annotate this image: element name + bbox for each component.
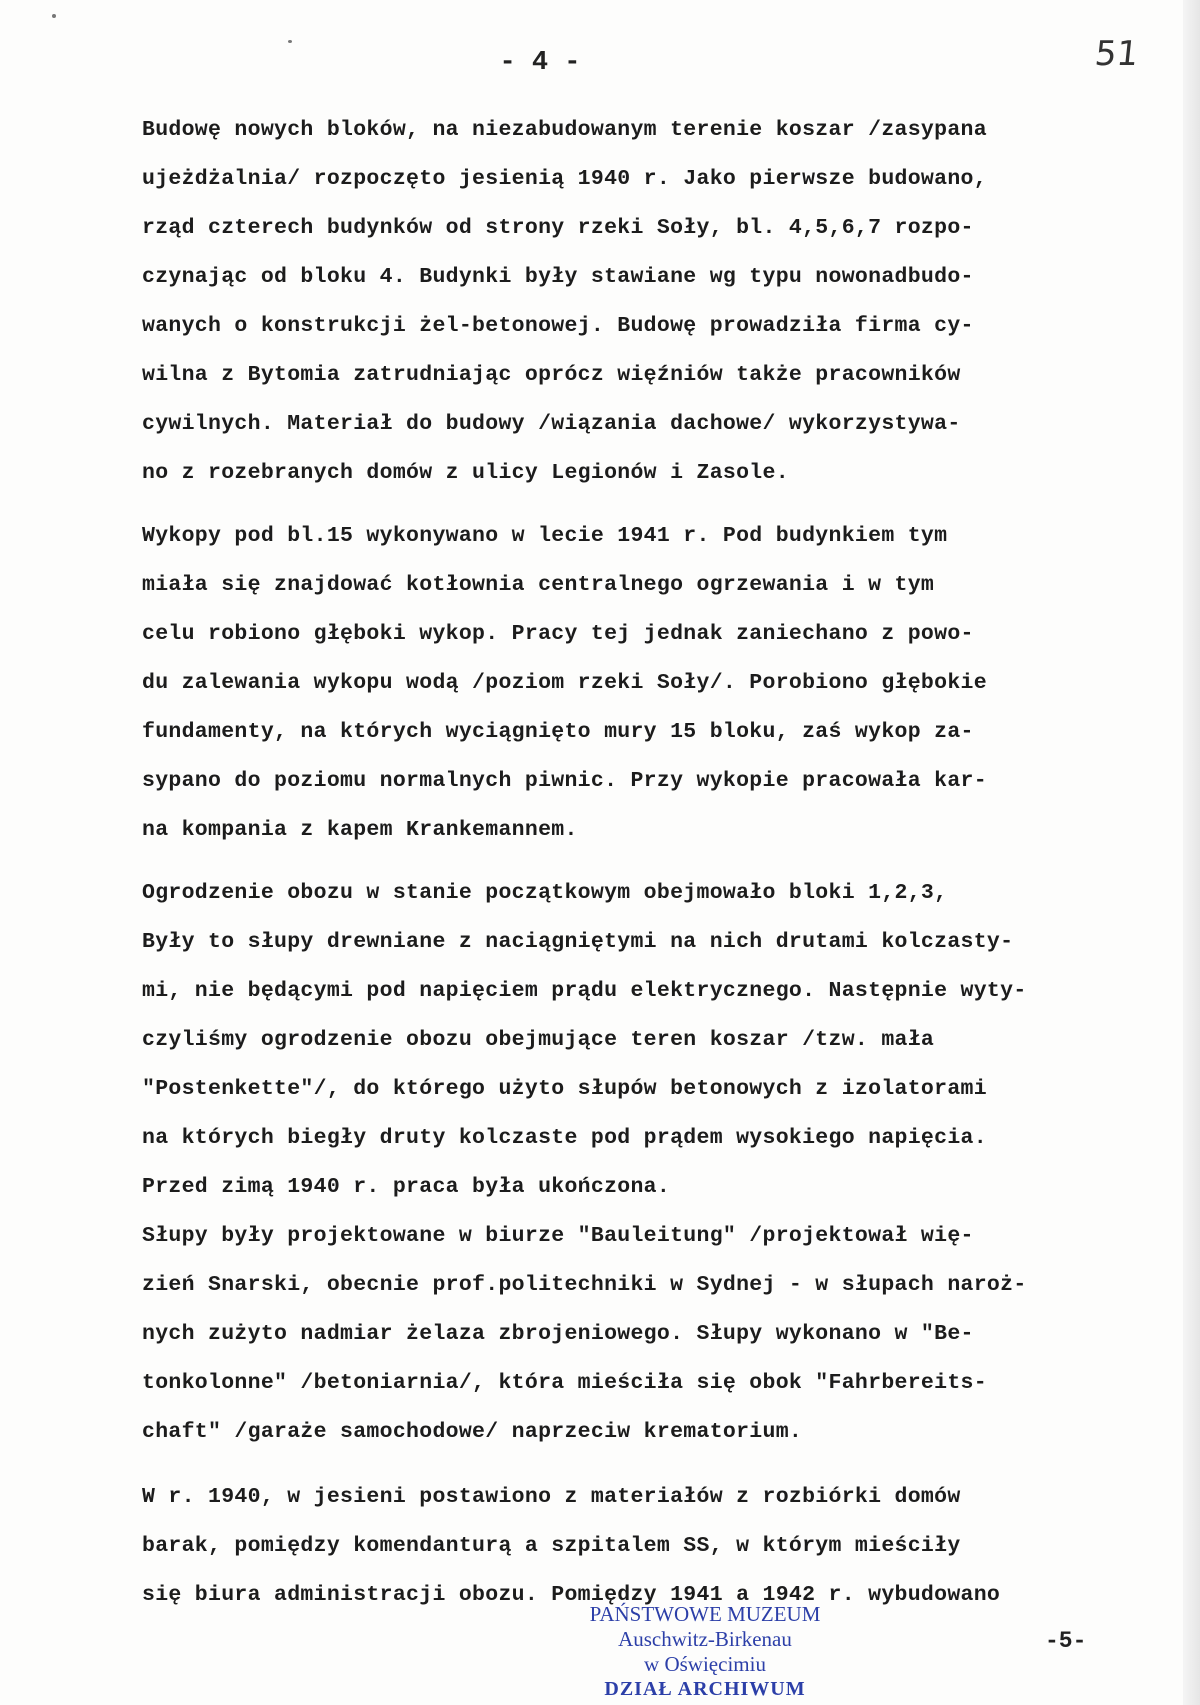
text-line: czyliśmy ogrodzenie obozu obejmujące teren koszar /tzw. mała bbox=[142, 1028, 935, 1052]
text-line: miała się znajdować kotłownia centralnego ogrzewania i w tym bbox=[142, 573, 935, 597]
text-line: Budowę nowych bloków, na niezabudowanym terenie koszar /zasypana bbox=[142, 118, 987, 142]
text-line: nych zużyto nadmiar żelaza zbrojeniowego. Słupy wykonano w "Be- bbox=[142, 1322, 974, 1346]
archive-stamp bbox=[560, 1602, 850, 1702]
text-line: Były to słupy drewniane z naciągniętymi na nich drutami kolczasty- bbox=[142, 930, 1014, 954]
text-line: się biura administracji obozu. Pomiędzy 1941 a 1942 r. wybudowano bbox=[142, 1583, 1001, 1607]
text-line: W r. 1940, w jesieni postawiono z materiałów z rozbiórki domów bbox=[142, 1485, 961, 1509]
text-line: sypano do poziomu normalnych piwnic. Przy wykopie pracowała kar- bbox=[142, 769, 987, 793]
text-line: chaft" /garaże samochodowe/ naprzeciw krematorium. bbox=[142, 1420, 803, 1444]
text-line: czynając od bloku 4. Budynki były stawiane wg typu nowonadbudo- bbox=[142, 265, 974, 289]
text-line: mi, nie będącymi pod napięciem prądu elektrycznego. Następnie wyty- bbox=[142, 979, 1027, 1003]
text-line: cywilnych. Materiał do budowy /wiązania dachowe/ wykorzystywa- bbox=[142, 412, 961, 436]
text-line: zień Snarski, obecnie prof.politechniki w Sydnej - w słupach naroż- bbox=[142, 1273, 1027, 1297]
folio-number: 51 bbox=[1092, 34, 1141, 74]
text-line: barak, pomiędzy komendanturą a szpitalem SS, w którym mieściły bbox=[142, 1534, 961, 1558]
scan-speck bbox=[52, 14, 56, 18]
text-line: celu robiono głęboki wykop. Pracy tej jednak zaniechano z powo- bbox=[142, 622, 974, 646]
body-text bbox=[142, 106, 1157, 1620]
scan-speck bbox=[288, 40, 292, 43]
next-page-marker: -5- bbox=[1045, 1628, 1087, 1654]
page-edge-shadow bbox=[1183, 0, 1200, 1705]
text-line: wilna z Bytomia zatrudniając oprócz więźniów także pracowników bbox=[142, 363, 961, 387]
paragraph-gap bbox=[142, 855, 1157, 869]
paragraph bbox=[142, 1473, 1157, 1620]
text-line: Słupy były projektowane w biurze "Bauleitung" /projektował wię- bbox=[142, 1224, 974, 1248]
paragraph bbox=[142, 106, 1157, 498]
text-line: ujeżdżalnia/ rozpoczęto jesienią 1940 r. Jako pierwsze budowano, bbox=[142, 167, 987, 191]
text-line: Wykopy pod bl.15 wykonywano w lecie 1941 r. Pod budynkiem tym bbox=[142, 524, 948, 548]
stamp-line: w Oświęcimiu bbox=[644, 1652, 766, 1676]
text-line: rząd czterech budynków od strony rzeki Soły, bl. 4,5,6,7 rozpo- bbox=[142, 216, 974, 240]
paragraph-gap bbox=[142, 1457, 1157, 1473]
paragraph-gap bbox=[142, 498, 1157, 512]
text-line: na których biegły druty kolczaste pod prądem wysokiego napięcia. bbox=[142, 1126, 987, 1150]
text-line: Przed zimą 1940 r. praca była ukończona. bbox=[142, 1175, 671, 1199]
text-line: Ogrodzenie obozu w stanie początkowym obejmowało bloki 1,2,3, bbox=[142, 881, 948, 905]
text-line: tonkolonne" /betoniarnia/, która mieściła się obok "Fahrbereits- bbox=[142, 1371, 987, 1395]
stamp-line: PAŃSTWOWE MUZEUM bbox=[589, 1602, 821, 1626]
text-line: "Postenkette"/, do którego użyto słupów betonowych z izolatorami bbox=[142, 1077, 987, 1101]
text-line: fundamenty, na których wyciągnięto mury 15 bloku, zaś wykop za- bbox=[142, 720, 974, 744]
paragraph bbox=[142, 512, 1157, 855]
stamp-line: Auschwitz-Birkenau bbox=[618, 1627, 792, 1651]
text-line: no z rozebranych domów z ulicy Legionów i Zasole. bbox=[142, 461, 789, 485]
text-line: du zalewania wykopu wodą /poziom rzeki Soły/. Porobiono głębokie bbox=[142, 671, 987, 695]
text-line: wanych o konstrukcji żel-betonowej. Budowę prowadziła firma cy- bbox=[142, 314, 974, 338]
page-number: - 4 - bbox=[499, 48, 581, 78]
text-line: na kompania z kapem Krankemannem. bbox=[142, 818, 578, 842]
stamp-line: DZIAŁ ARCHIWUM bbox=[604, 1678, 806, 1700]
paragraph bbox=[142, 869, 1157, 1457]
